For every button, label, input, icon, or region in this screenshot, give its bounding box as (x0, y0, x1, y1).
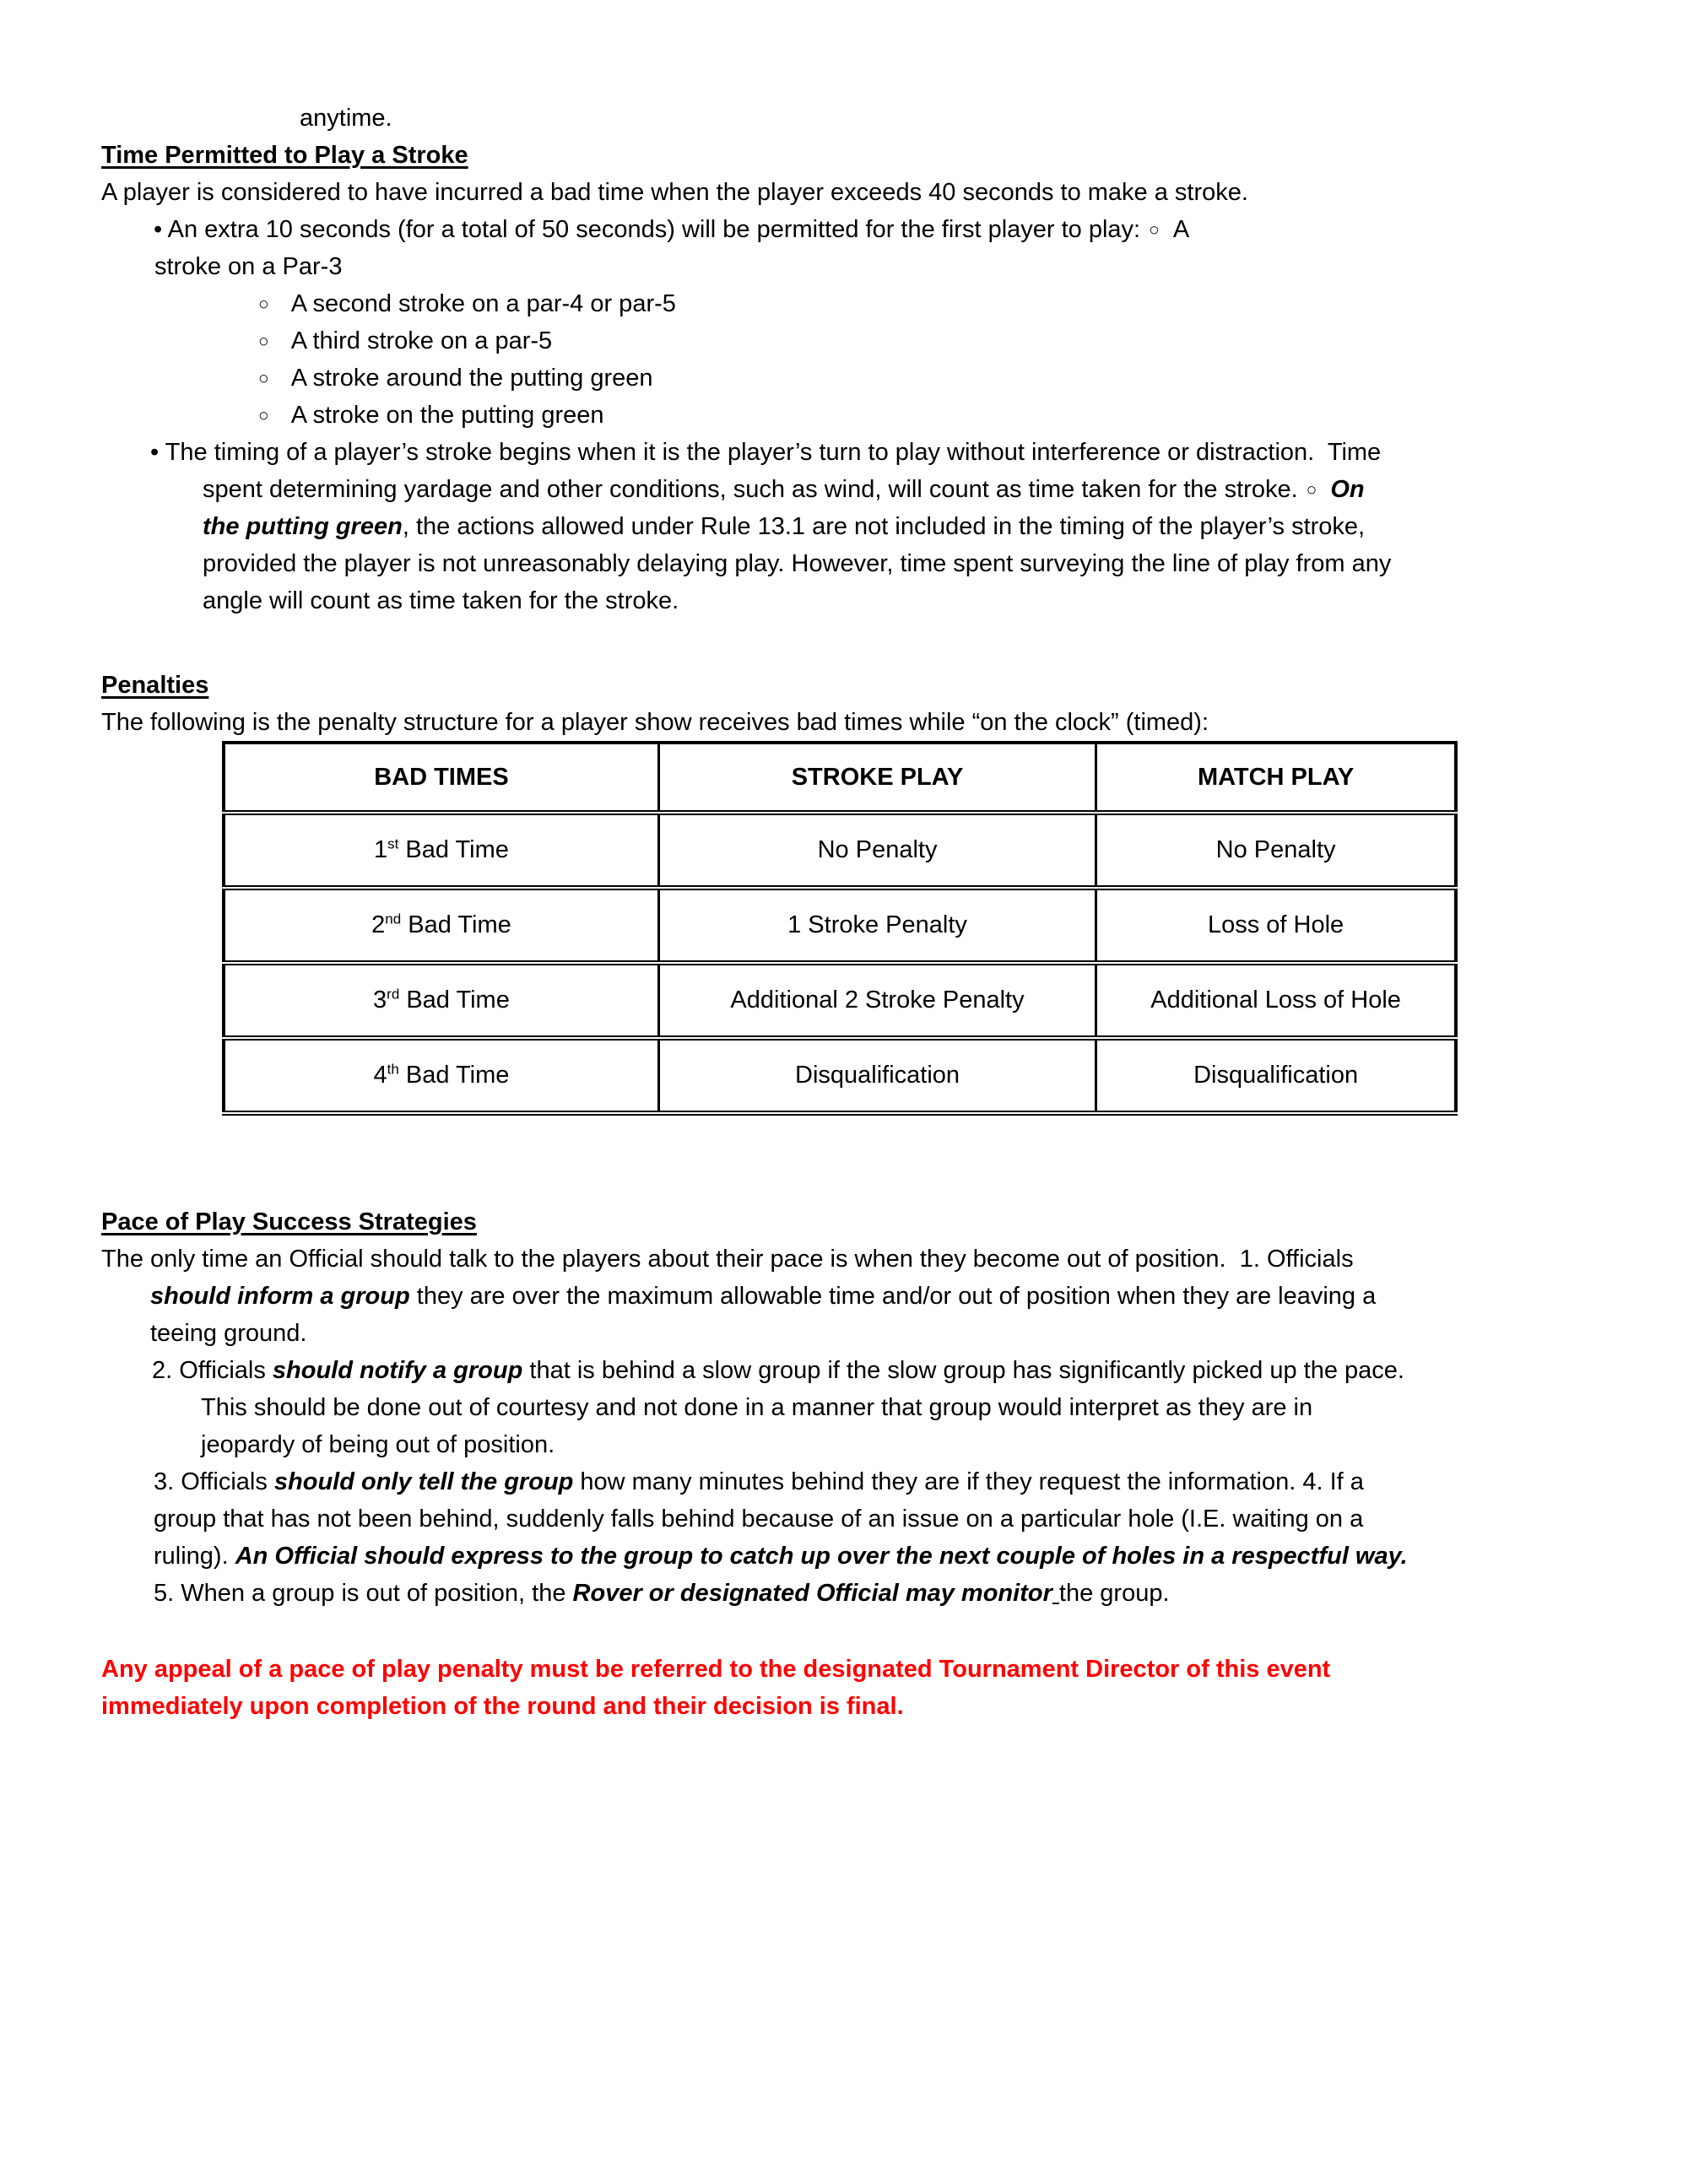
item-3-line-3 (154, 1538, 1612, 1575)
bullet-extra-seconds-cont (154, 248, 1612, 285)
text-segment: provided the player is not unreasonably delaying play. However, time spent surveying the line of play from any (203, 550, 1392, 577)
cell-bad-time-ordinal (224, 888, 658, 963)
penalty-table-body (224, 813, 1456, 1113)
cell-stroke-play: 1 Stroke Penalty (658, 888, 1096, 963)
para-penalty-intro (101, 704, 1612, 741)
document-content-top (101, 100, 1612, 741)
bullet-timing-cont-3 (203, 545, 1612, 582)
circle-bullet-icon: ○ (258, 295, 269, 314)
text-segment: group that has not been behind, suddenly falls behind because of an issue on a particular hole (I.E. waiting on a (154, 1506, 1364, 1533)
document-content-bottom (101, 1116, 1612, 1725)
ordinal-number: 2 (371, 911, 386, 938)
cell-bad-time-ordinal (224, 1038, 658, 1113)
item-3-line-2 (154, 1500, 1612, 1538)
text-segment: Time Permitted to Play a Stroke (101, 142, 468, 169)
text-segment: The only time an Official should talk to the players about their pace is when they become out of position. 1. Officials (101, 1246, 1354, 1273)
spacer-before-appeal (101, 1612, 1612, 1651)
spacer-before-strategies (101, 1116, 1612, 1203)
cell-bad-time-ordinal (224, 813, 658, 888)
text-segment: the putting green (203, 513, 403, 540)
subbullet-on-green (258, 397, 1612, 434)
item-2-line-2 (201, 1389, 1612, 1426)
circle-bullet-icon: ○ (1306, 480, 1317, 500)
table-row (224, 1038, 1456, 1113)
text-segment: anytime. (300, 105, 392, 132)
para-bad-time-definition (101, 174, 1612, 211)
circle-bullet-icon: ○ (258, 406, 269, 425)
text-segment: immediately upon completion of the round and their decision is final. (101, 1693, 904, 1720)
cell-match-play: Additional Loss of Hole (1096, 963, 1456, 1038)
item-2-line-3 (201, 1426, 1612, 1463)
text-segment: stroke on a Par-3 (154, 253, 343, 280)
text-segment: A stroke around the putting green (290, 365, 653, 392)
text-segment: A player is considered to have incurred a bad time when the player exceeds 40 seconds to make a stroke. (101, 179, 1248, 206)
text-segment: should notify a group (272, 1357, 523, 1384)
text-segment: should only tell the group (273, 1468, 574, 1495)
para-strategies-line-3 (150, 1315, 1612, 1352)
text-segment: A stroke on the putting green (290, 402, 604, 429)
text-segment: that is behind a slow group if the slow group has significantly picked up the pace. (522, 1357, 1404, 1384)
text-segment: The following is the penalty structure for a player show receives bad times while “on the clock” (timed): (101, 709, 1209, 736)
text-segment: A second stroke on a par-4 or par-5 (290, 290, 676, 317)
cell-match-play: No Penalty (1096, 813, 1456, 888)
text-segment: This should be done out of courtesy and not done in a manner that group would interpret as they are in (201, 1394, 1313, 1421)
text-segment (1052, 1580, 1059, 1607)
item-2-line-1 (152, 1352, 1612, 1389)
table-row (224, 963, 1456, 1038)
table-row (224, 813, 1456, 888)
text-segment: 5. When a group is out of position, the (154, 1580, 573, 1607)
ordinal-number: 1 (373, 836, 388, 863)
text-segment: On (1330, 476, 1365, 503)
heading-pace-strategies (101, 1203, 1612, 1241)
subbullet-around-green (258, 359, 1612, 397)
heading-time-permitted (101, 137, 1612, 174)
penalty-table-header-row (224, 743, 1456, 813)
text-segment: ruling). (154, 1543, 235, 1570)
text-segment: 3. Officials (154, 1468, 274, 1495)
item-5-line-1 (154, 1575, 1612, 1612)
ordinal-suffix: nd (385, 911, 402, 927)
bullet-timing (150, 434, 1612, 471)
para-strategies-line-2 (150, 1278, 1612, 1315)
item-3-line-1 (154, 1463, 1612, 1500)
text-segment: spent determining yardage and other conditions, such as wind, will count as time taken for the stroke. (203, 476, 1298, 503)
text-segment: An Official should express to the group to catch up over the next couple of holes in a respectful way. (235, 1543, 1408, 1570)
text-segment: A third stroke on a par-5 (290, 327, 553, 354)
ordinal-number: 4 (373, 1062, 387, 1089)
bullet-timing-cont-4 (203, 582, 1612, 619)
subbullet-second-stroke (258, 285, 1612, 322)
text-segment: Rover or designated Official may monitor (572, 1580, 1052, 1607)
cell-stroke-play: Disqualification (658, 1038, 1096, 1113)
text-segment: Penalties (101, 672, 209, 699)
subbullet-third-stroke (258, 322, 1612, 359)
ordinal-label: Bad Time (398, 1062, 510, 1089)
cell-match-play: Disqualification (1096, 1038, 1456, 1113)
cell-match-play: Loss of Hole (1096, 888, 1456, 963)
bullet-extra-seconds (154, 211, 1612, 248)
text-segment: the group. (1058, 1580, 1170, 1607)
ordinal-label: Bad Time (398, 836, 509, 863)
table-row (224, 888, 1456, 963)
text-segment: • An extra 10 seconds (for a total of 50 seconds) will be permitted for the first player to play: (154, 216, 1141, 243)
heading-penalties (101, 667, 1612, 704)
appeal-notice-line-1 (101, 1651, 1612, 1688)
text-segment: , the actions allowed under Rule 13.1 are not included in the timing of the player’s stroke, (402, 513, 1366, 540)
column-header-stroke-play: STROKE PLAY (658, 743, 1096, 813)
fragment-anytime (300, 100, 1612, 137)
ordinal-suffix: st (387, 835, 399, 852)
text-segment: 2. Officials (152, 1357, 273, 1384)
bullet-timing-cont-2 (203, 508, 1612, 545)
circle-bullet-icon: ○ (258, 332, 269, 351)
circle-bullet-icon: ○ (1149, 220, 1160, 240)
text-segment: teeing ground. (150, 1320, 307, 1347)
ordinal-label: Bad Time (401, 911, 511, 938)
column-header-match-play: MATCH PLAY (1096, 743, 1456, 813)
cell-stroke-play: No Penalty (658, 813, 1096, 888)
ordinal-suffix: rd (387, 986, 400, 1003)
ordinal-suffix: th (387, 1061, 399, 1078)
ordinal-number: 3 (373, 987, 387, 1014)
spacer-before-penalties (101, 619, 1612, 667)
text-segment: Pace of Play Success Strategies (101, 1208, 477, 1235)
text-segment: A (1172, 216, 1190, 243)
text-segment: Any appeal of a pace of play penalty must be referred to the designated Tournament Director of this event (101, 1656, 1331, 1683)
text-segment: how many minutes behind they are if they request the information. 4. If a (573, 1468, 1364, 1495)
cell-bad-time-ordinal (224, 963, 658, 1038)
cell-stroke-play: Additional 2 Stroke Penalty (658, 963, 1096, 1038)
text-segment: • The timing of a player’s stroke begins when it is the player’s turn to play without interference or distraction. Time (150, 439, 1382, 466)
penalty-table (222, 741, 1458, 1116)
column-header-bad-times: BAD TIMES (224, 743, 658, 813)
circle-bullet-icon: ○ (258, 369, 269, 388)
text-segment: angle will count as time taken for the stroke. (203, 587, 679, 614)
para-strategies-line-1 (101, 1241, 1612, 1278)
text-segment: they are over the maximum allowable time and/or out of position when they are leaving a (409, 1283, 1377, 1310)
bullet-timing-cont-1 (203, 471, 1612, 508)
appeal-notice-line-2 (101, 1688, 1612, 1725)
text-segment: jeopardy of being out of position. (201, 1431, 555, 1458)
ordinal-label: Bad Time (399, 987, 510, 1014)
text-segment: should inform a group (150, 1283, 410, 1310)
